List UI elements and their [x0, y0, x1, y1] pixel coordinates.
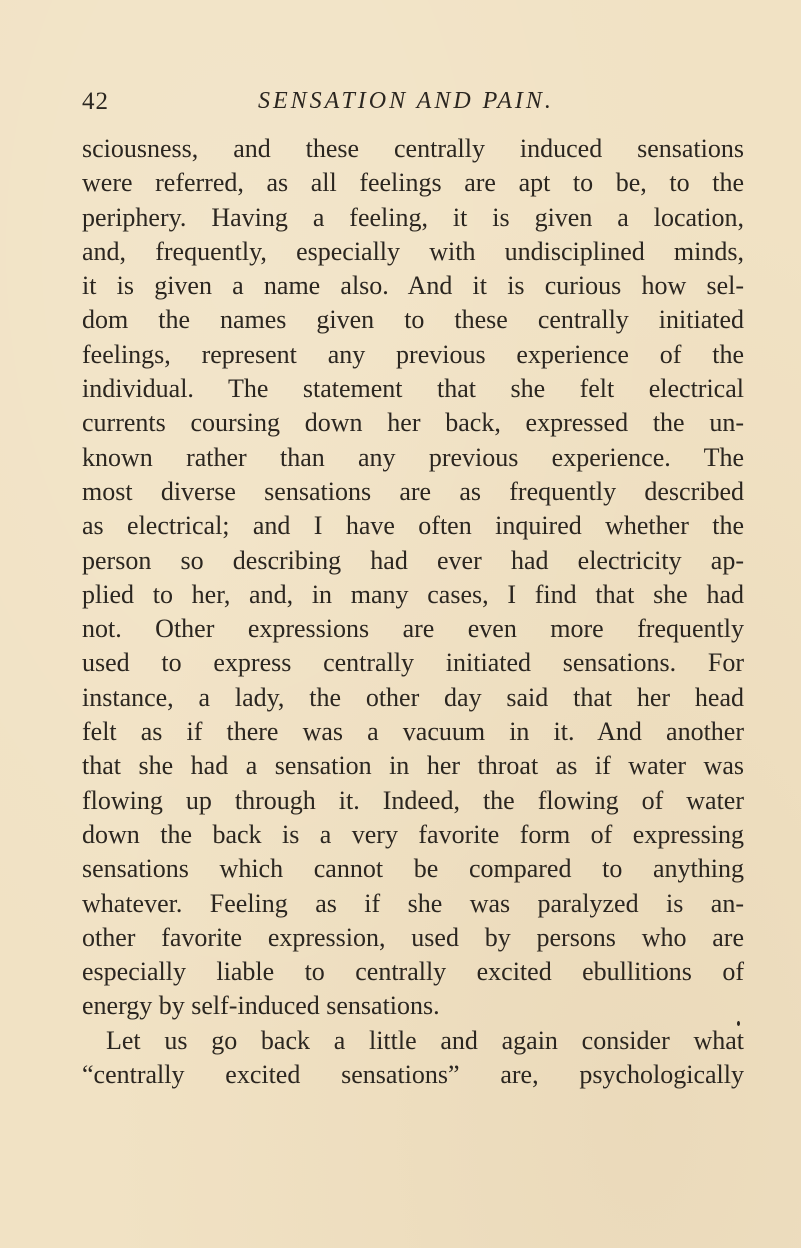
paragraph-start-line: Let us go back a little and again consider what	[106, 1025, 744, 1055]
text-line: especially liable to centrally excited ebullitions of	[82, 957, 744, 987]
text-line: down the back is a very favorite form of expressing	[82, 819, 744, 849]
text-line: plied to her, and, in many cases, I find that she had	[82, 579, 744, 609]
text-line: as electrical; and I have often inquired whether the	[82, 511, 744, 541]
text-line: flowing up through it. Indeed, the flowing of water	[82, 785, 744, 815]
text-line: person so describing had ever had electricity ap-	[82, 545, 744, 575]
text-line: not. Other expressions are even more frequently	[82, 614, 744, 644]
text-line: feelings, represent any previous experience of the	[82, 339, 744, 369]
text-line: dom the names given to these centrally initiated	[82, 305, 744, 335]
text-line: sensations which cannot be compared to anything	[82, 854, 744, 884]
text-line: most diverse sensations are as frequently described	[82, 476, 744, 506]
text-line: whatever. Feeling as if she was paralyzed is an-	[82, 888, 744, 918]
text-line: periphery. Having a feeling, it is given a location,	[82, 202, 744, 232]
text-line: felt as if there was a vacuum in it. And another	[82, 717, 744, 747]
text-line: known rather than any previous experience. The	[82, 442, 744, 472]
text-line: and, frequently, especially with undisciplined minds,	[82, 236, 744, 266]
running-head	[0, 88, 801, 128]
text-line: “centrally excited sensations” are, psychologically	[82, 1060, 744, 1090]
paragraph-end-line: energy by self-induced sensations.	[82, 991, 440, 1021]
running-title: SENSATION AND PAIN.	[258, 88, 554, 114]
text-line: were referred, as all feelings are apt to be, to the	[82, 168, 744, 198]
text-line: individual. The statement that she felt electrical	[82, 374, 744, 404]
ink-speck	[737, 1021, 740, 1026]
body-text	[82, 132, 744, 1092]
text-line: other favorite expression, used by persons who are	[82, 922, 744, 952]
page-number: 42	[82, 88, 109, 115]
text-line: currents coursing down her back, expressed the un-	[82, 408, 744, 438]
text-line: sciousness, and these centrally induced sensations	[82, 134, 744, 163]
text-line: that she had a sensation in her throat as if water was	[82, 751, 744, 781]
text-line: instance, a lady, the other day said that her head	[82, 682, 744, 712]
text-line: it is given a name also. And it is curious how sel-	[82, 271, 744, 301]
text-line: used to express centrally initiated sensations. For	[82, 648, 744, 678]
